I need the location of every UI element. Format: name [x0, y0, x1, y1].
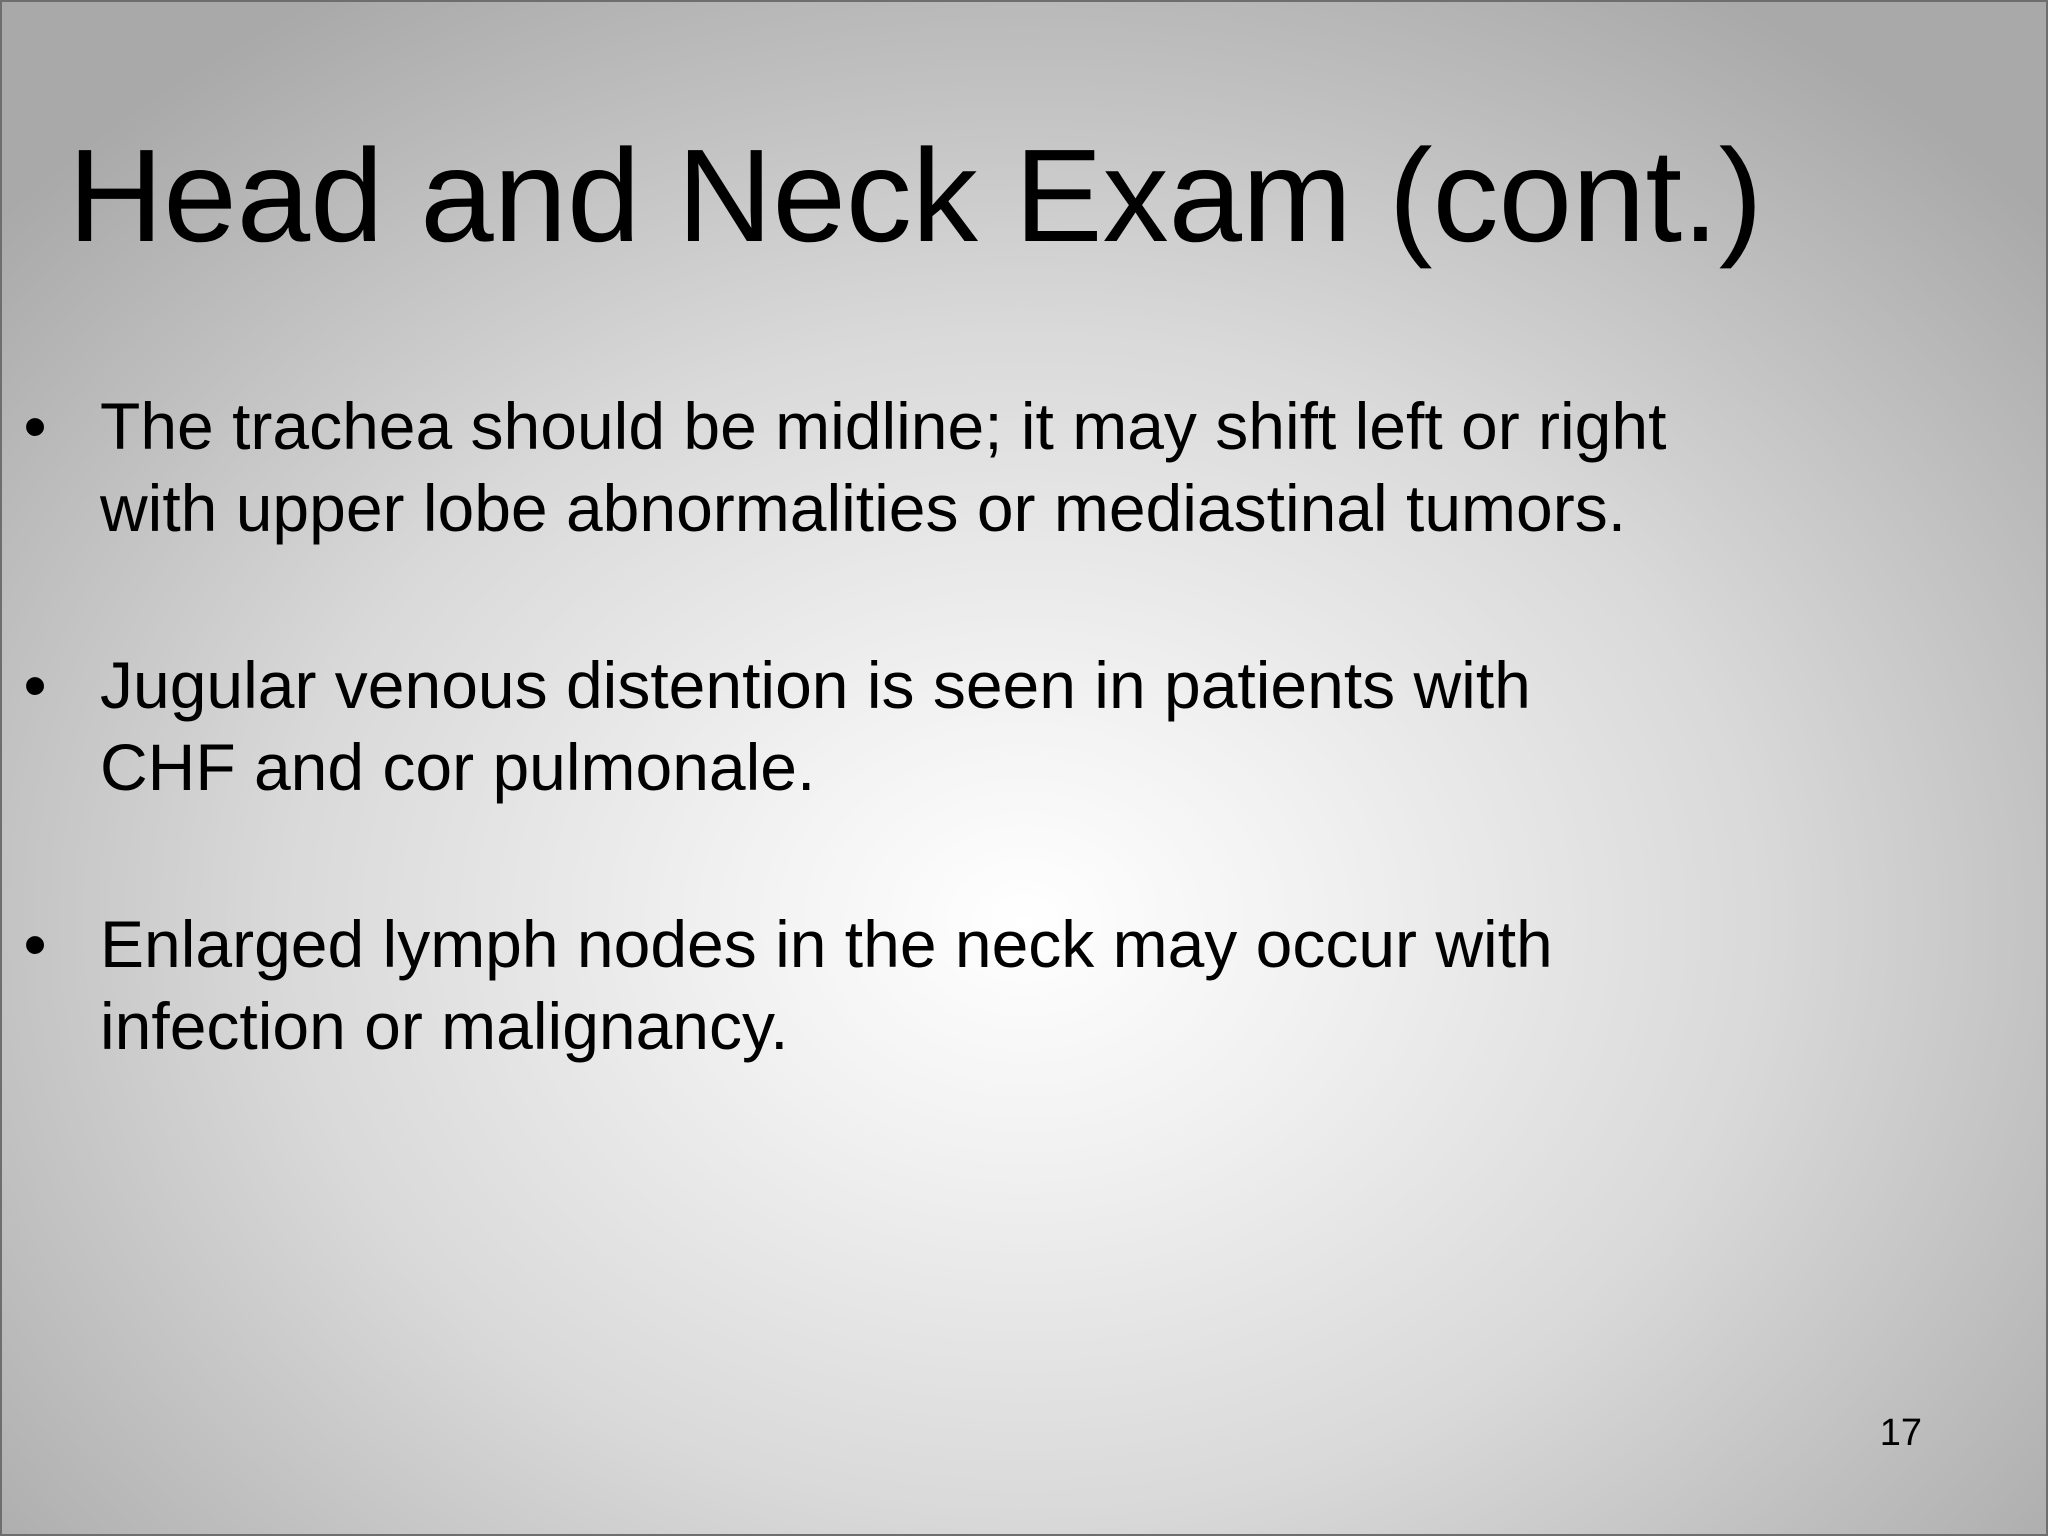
bullet-list: [20, 385, 1820, 1162]
bullet-icon: •: [23, 907, 47, 981]
bullet-icon: •: [23, 389, 47, 463]
bullet-item: [20, 644, 1820, 808]
bullet-text: Jugular venous distention is seen in patients with CHF and cor pulmonale.: [100, 648, 1531, 804]
bullet-item: [20, 903, 1820, 1067]
bullet-text: Enlarged lymph nodes in the neck may occur with infection or malignancy.: [100, 907, 1553, 1063]
bullet-text: The trachea should be midline; it may shift left or right with upper lobe abnormalities or mediastinal tumors.: [100, 389, 1667, 545]
bullet-icon: •: [23, 648, 47, 722]
slide-title: Head and Neck Exam (cont.): [68, 122, 1763, 269]
bullet-item: [20, 385, 1820, 549]
page-number: 17: [1879, 1412, 1922, 1454]
